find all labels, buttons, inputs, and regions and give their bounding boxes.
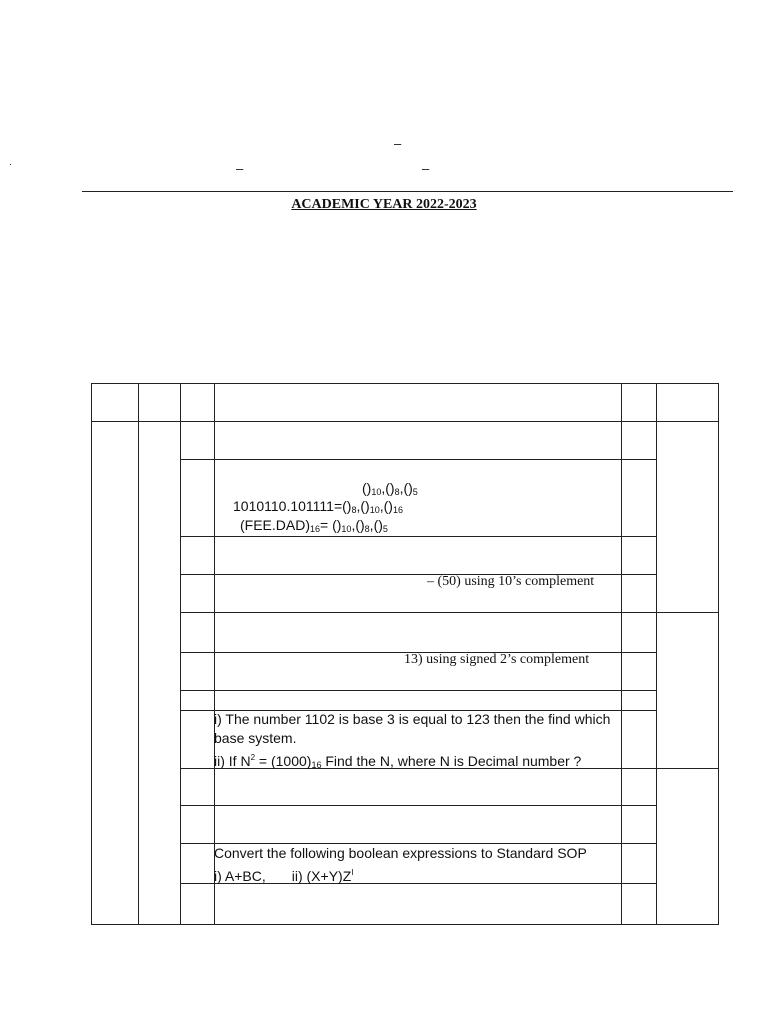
bracket: () <box>362 480 372 496</box>
bracket: () <box>355 517 365 533</box>
equals: = <box>320 517 333 533</box>
subscript: 16 <box>310 524 321 534</box>
sop-question-line-2 <box>214 863 614 886</box>
bracket: () <box>385 480 395 496</box>
superscript: 2 <box>250 753 256 762</box>
binary-number: 1010110.101111= <box>233 498 343 514</box>
text: Find the N, where N is Decimal number ? <box>321 753 582 769</box>
text: ii) If N <box>214 753 251 769</box>
ten-complement-question: – (50) using 10’s complement <box>427 574 595 589</box>
academic-year-heading: ACADEMIC YEAR 2022-2023 <box>291 197 477 212</box>
stray-dot: · <box>9 159 12 169</box>
bracket: () <box>332 517 342 533</box>
separator: , <box>399 480 404 496</box>
bracket: () <box>383 498 393 514</box>
bracket: () <box>342 498 352 514</box>
subscript: 10 <box>341 524 352 534</box>
subscript: 16 <box>392 505 403 515</box>
bracket: () <box>403 480 413 496</box>
base-question-line-3 <box>214 748 614 775</box>
subscript: 16 <box>311 760 322 770</box>
subscript: 8 <box>351 505 357 515</box>
superscript: I <box>351 868 354 877</box>
separator: , <box>379 498 384 514</box>
separator: , <box>381 480 386 496</box>
dash-mark-left: – <box>236 161 244 176</box>
subscript: 10 <box>369 505 380 515</box>
bracket: () <box>373 517 383 533</box>
subscript: 8 <box>364 524 370 534</box>
sop-question <box>214 844 614 886</box>
base-question-line-2: base system. <box>214 730 297 746</box>
subscript: 10 <box>371 487 382 497</box>
hex-number: (FEE.DAD) <box>240 517 310 533</box>
separator: , <box>351 517 356 533</box>
subscript: 5 <box>382 524 388 534</box>
dash-mark-top: – <box>394 136 402 151</box>
signed-two-complement-question: 13) using signed 2’s complement <box>404 652 590 667</box>
base-question-line-1: i) The number 1102 is base 3 is equal to 123 then the find which <box>214 711 611 727</box>
expression-a: i) A+BC, <box>214 868 266 884</box>
separator: , <box>369 517 374 533</box>
bracket: () <box>360 498 370 514</box>
subscript: 5 <box>412 487 418 497</box>
subscript: 8 <box>394 487 400 497</box>
conversion-line-3 <box>240 516 388 539</box>
expression-b: ii) (X+Y)Z <box>291 868 352 884</box>
base-system-question <box>214 710 614 775</box>
separator: , <box>356 498 361 514</box>
dash-mark-right: – <box>422 161 430 176</box>
text: = (1000) <box>255 753 312 769</box>
sop-question-line-1: Convert the following boolean expressions to Standard SOP <box>214 845 587 861</box>
